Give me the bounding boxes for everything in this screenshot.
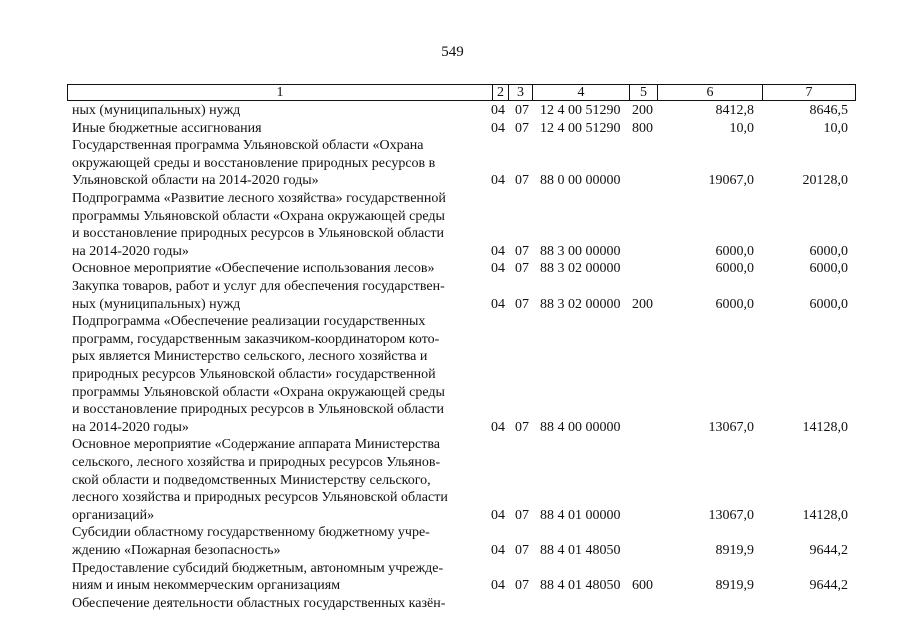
cell-c6: 10,0 — [729, 120, 754, 136]
row-description — [72, 260, 482, 278]
row-description — [72, 313, 482, 436]
cell-c6: 19067,0 — [708, 173, 754, 189]
cell-c5: 200 — [632, 296, 653, 312]
table-row — [72, 260, 862, 278]
cell-c2: 04 — [491, 296, 505, 312]
description-line: программы Ульяновской области «Охрана окружающей среды — [72, 208, 445, 224]
cell-c7: 8646,5 — [809, 103, 848, 118]
cell-c7: 6000,0 — [809, 243, 848, 259]
table-row — [72, 137, 862, 190]
cell-c2: 04 — [491, 243, 505, 259]
table-row — [72, 120, 862, 138]
description-line: ской области и подведомственных Министерству сельского, — [72, 472, 431, 488]
cell-c3: 07 — [515, 296, 529, 312]
description-line: Подпрограмма «Обеспечение реализации государственных — [72, 314, 426, 330]
description-line: лесного хозяйства и природных ресурсов Ульяновской области — [72, 490, 448, 506]
cell-c4: 88 4 00 00000 — [540, 419, 621, 435]
cell-c6: 8919,9 — [715, 542, 754, 558]
table-row — [72, 278, 862, 313]
cell-c2: 04 — [491, 419, 505, 435]
page-number: 549 — [441, 44, 464, 60]
cell-c4: 88 3 02 00000 — [540, 296, 621, 312]
table-row — [72, 190, 862, 260]
table-header — [67, 84, 856, 101]
cell-c3: 07 — [515, 261, 529, 277]
header-col-1: 1 — [276, 85, 284, 100]
cell-c2: 04 — [491, 261, 505, 277]
cell-c6: 13067,0 — [708, 419, 754, 435]
header-col-2: 2 — [492, 85, 508, 100]
cell-c4: 12 4 00 51290 — [540, 103, 621, 118]
description-line: природных ресурсов Ульяновской области» государственной — [72, 366, 436, 382]
cell-c6: 6000,0 — [715, 243, 754, 259]
cell-c4: 12 4 00 51290 — [540, 120, 621, 136]
cell-c3: 07 — [515, 173, 529, 189]
cell-c7: 9644,2 — [809, 578, 848, 594]
cell-c7: 14128,0 — [802, 507, 848, 523]
description-line: окружающей среды и восстановление природных ресурсов в — [72, 155, 436, 171]
description-line: на 2014-2020 годы» — [72, 243, 189, 259]
cell-c7: 10,0 — [823, 120, 848, 136]
description-line: Иные бюджетные ассигнования — [72, 120, 262, 136]
row-description — [72, 595, 482, 613]
cell-c7: 6000,0 — [809, 261, 848, 277]
cell-c6: 6000,0 — [715, 261, 754, 277]
cell-c5: 200 — [632, 103, 653, 118]
cell-c5: 600 — [632, 578, 653, 594]
description-line: Подпрограмма «Развитие лесного хозяйства» государственной — [72, 191, 446, 206]
cell-c4: 88 3 02 00000 — [540, 261, 621, 277]
description-line: и восстановление природных ресурсов в Ульяновской области — [72, 402, 444, 418]
cell-c4: 88 4 01 48050 — [540, 542, 621, 558]
header-col-5: 5 — [629, 85, 657, 100]
cell-c3: 07 — [515, 120, 529, 136]
cell-c7: 9644,2 — [809, 542, 848, 558]
table-row — [72, 436, 862, 524]
description-line: Закупка товаров, работ и услуг для обеспечения государствен- — [72, 279, 445, 294]
cell-c3: 07 — [515, 243, 529, 259]
description-line: ных (муниципальных) нужд — [72, 296, 241, 312]
table-row — [72, 524, 862, 559]
row-description — [72, 436, 482, 524]
row-description — [72, 120, 482, 138]
table-row — [72, 595, 862, 613]
header-col-4: 4 — [532, 85, 629, 100]
description-line: организаций» — [72, 507, 155, 523]
cell-c7: 14128,0 — [802, 419, 848, 435]
row-description — [72, 524, 482, 559]
cell-c4: 88 0 00 00000 — [540, 173, 621, 189]
header-col-7: 7 — [762, 85, 855, 100]
cell-c3: 07 — [515, 578, 529, 594]
cell-c5: 800 — [632, 120, 653, 136]
cell-c3: 07 — [515, 419, 529, 435]
cell-c6: 8412,8 — [715, 103, 754, 118]
description-line: Субсидии областному государственному бюджетному учре- — [72, 525, 430, 541]
cell-c6: 6000,0 — [715, 296, 754, 312]
row-description — [72, 190, 482, 260]
description-line: ниям и иным некоммерческим организациям — [72, 578, 341, 594]
description-line: Ульяновской области на 2014-2020 годы» — [72, 173, 319, 189]
cell-c7: 6000,0 — [809, 296, 848, 312]
cell-c4: 88 4 01 48050 — [540, 578, 621, 594]
description-line: ных (муниципальных) нужд — [72, 103, 241, 118]
cell-c2: 04 — [491, 507, 505, 523]
cell-c2: 04 — [491, 542, 505, 558]
description-line: Предоставление субсидий бюджетным, автономным учрежде- — [72, 560, 444, 576]
header-col-3: 3 — [508, 85, 532, 100]
cell-c4: 88 3 00 00000 — [540, 243, 621, 259]
cell-c3: 07 — [515, 103, 529, 118]
description-line: ждению «Пожарная безопасность» — [72, 542, 281, 558]
table-row — [72, 560, 862, 595]
cell-c7: 20128,0 — [802, 173, 848, 189]
description-line: Основное мероприятие «Обеспечение использования лесов» — [72, 261, 435, 277]
cell-c3: 07 — [515, 507, 529, 523]
description-line: программы Ульяновской области «Охрана окружающей среды — [72, 384, 445, 400]
table-row — [72, 102, 862, 120]
cell-c6: 13067,0 — [708, 507, 754, 523]
description-line: программ, государственным заказчиком-координатором кото- — [72, 331, 440, 347]
row-description — [72, 278, 482, 313]
cell-c4: 88 4 01 00000 — [540, 507, 621, 523]
row-description — [72, 560, 482, 595]
cell-c2: 04 — [491, 120, 505, 136]
cell-c3: 07 — [515, 542, 529, 558]
row-description — [72, 102, 482, 120]
cell-c2: 04 — [491, 103, 505, 118]
description-line: рых является Министерство сельского, лесного хозяйства и — [72, 349, 428, 365]
cell-c2: 04 — [491, 578, 505, 594]
description-line: Обеспечение деятельности областных государственных казён- — [72, 595, 446, 611]
header-col-6: 6 — [657, 85, 762, 100]
cell-c6: 8919,9 — [715, 578, 754, 594]
description-line: Основное мероприятие «Содержание аппарата Министерства — [72, 437, 441, 453]
table-row — [72, 313, 862, 436]
description-line: и восстановление природных ресурсов в Ульяновской области — [72, 226, 444, 242]
row-description — [72, 137, 482, 190]
cell-c2: 04 — [491, 173, 505, 189]
description-line: Государственная программа Ульяновской области «Охрана — [72, 138, 424, 154]
description-line: сельского, лесного хозяйства и природных ресурсов Ульянов- — [72, 454, 441, 470]
description-line: на 2014-2020 годы» — [72, 419, 189, 435]
